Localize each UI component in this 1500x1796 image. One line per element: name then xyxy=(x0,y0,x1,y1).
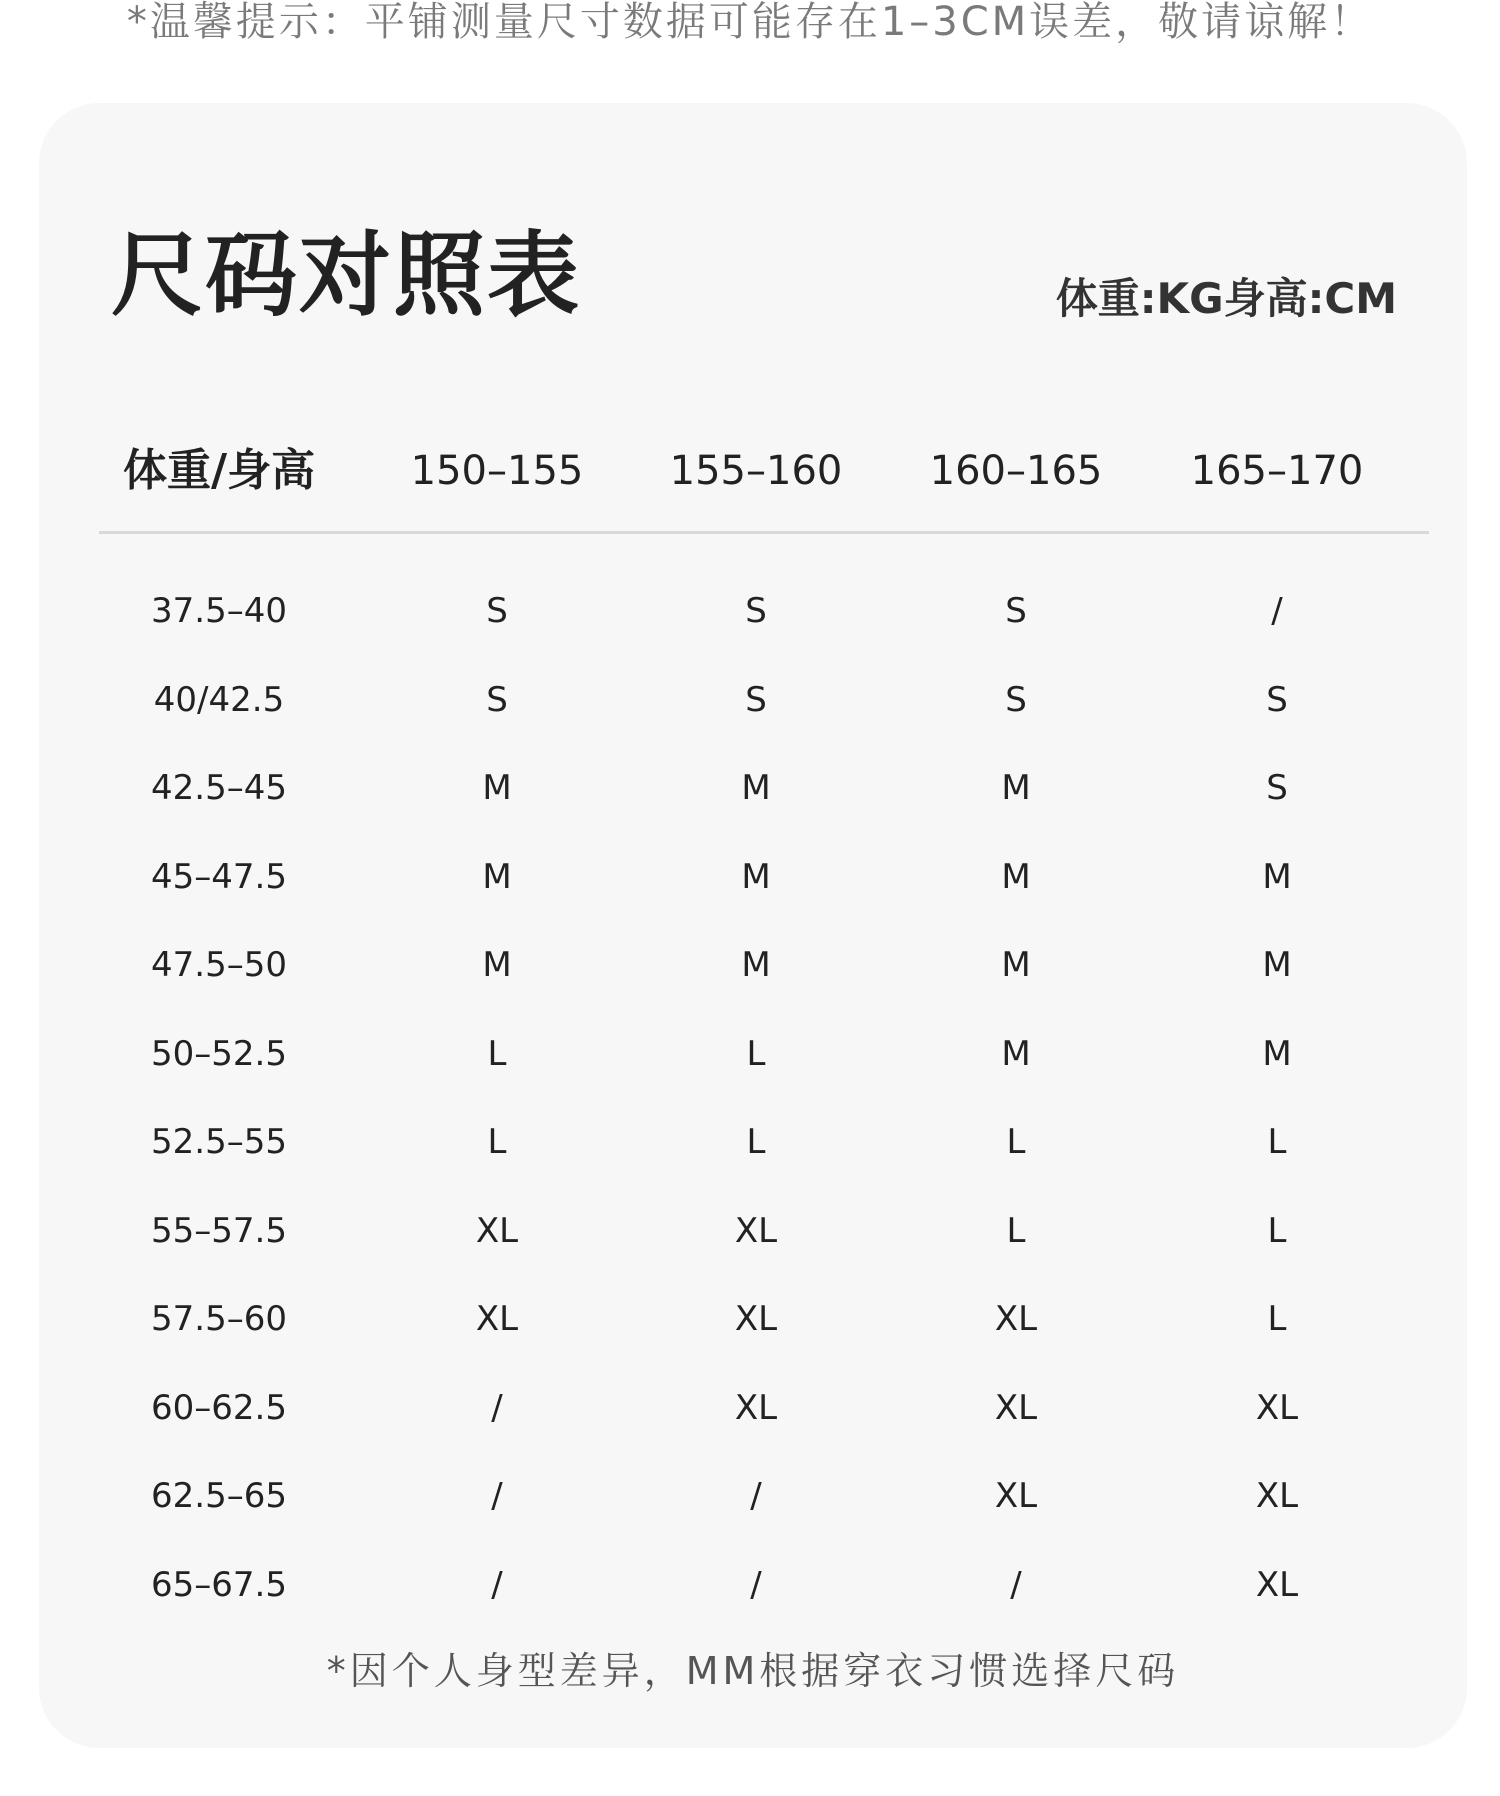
size-cell: XL xyxy=(994,1476,1038,1516)
header-divider xyxy=(99,531,1429,534)
size-chart-card xyxy=(39,103,1467,1748)
size-cell: M xyxy=(1001,945,1031,985)
size-cell: M xyxy=(741,768,771,808)
table-row xyxy=(39,1378,1467,1438)
row-weight-label: 57.5–60 xyxy=(151,1299,287,1339)
size-cell: XL xyxy=(994,1387,1038,1428)
size-cell: L xyxy=(1006,1122,1026,1162)
table-row xyxy=(39,581,1467,641)
size-cell: XL xyxy=(734,1387,778,1428)
size-cell: M xyxy=(1001,768,1031,808)
row-weight-label: 47.5–50 xyxy=(151,945,287,985)
table-row xyxy=(39,847,1467,907)
size-cell: L xyxy=(487,1033,507,1074)
size-cell: M xyxy=(741,856,771,897)
size-cell: S xyxy=(1266,768,1288,808)
row-weight-label: 60–62.5 xyxy=(151,1387,287,1428)
table-row xyxy=(39,758,1467,818)
size-cell: XL xyxy=(734,1210,778,1251)
header-col-160-165: 160–165 xyxy=(929,448,1103,494)
table-row xyxy=(39,1289,1467,1349)
row-weight-label: 55–57.5 xyxy=(151,1210,287,1251)
row-weight-label: 40/42.5 xyxy=(153,679,285,720)
row-weight-label: 45–47.5 xyxy=(151,856,287,897)
size-cell: S xyxy=(486,591,508,631)
size-cell: L xyxy=(1267,1299,1287,1339)
table-row xyxy=(39,935,1467,995)
size-cell: XL xyxy=(734,1299,778,1339)
size-cell: / xyxy=(1271,591,1283,631)
size-cell: L xyxy=(1267,1210,1287,1251)
table-header xyxy=(39,438,1467,504)
size-cell: M xyxy=(482,768,512,808)
header-col-165-170: 165–170 xyxy=(1190,448,1364,494)
size-cell: M xyxy=(482,856,512,897)
size-cell: S xyxy=(1005,679,1027,720)
size-cell: S xyxy=(1005,591,1027,631)
size-cell: XL xyxy=(475,1210,519,1251)
size-cell: L xyxy=(746,1122,766,1162)
size-cell: M xyxy=(741,945,771,985)
row-weight-label: 62.5–65 xyxy=(151,1476,287,1516)
size-cell: M xyxy=(1262,856,1292,897)
size-cell: / xyxy=(491,1387,503,1428)
top-notice: *温馨提示：平铺测量尺寸数据可能存在1–3CM误差，敬请谅解！ xyxy=(126,0,1374,45)
size-cell: S xyxy=(745,679,767,720)
size-cell: / xyxy=(1010,1564,1022,1605)
row-weight-label: 50–52.5 xyxy=(151,1033,287,1074)
row-weight-label: 52.5–55 xyxy=(151,1122,287,1162)
row-weight-label: 37.5–40 xyxy=(151,591,287,631)
size-cell: L xyxy=(487,1122,507,1162)
size-cell: XL xyxy=(475,1299,519,1339)
size-cell: / xyxy=(750,1476,762,1516)
table-row xyxy=(39,670,1467,730)
size-cell: M xyxy=(1001,856,1031,897)
size-cell: / xyxy=(750,1564,762,1605)
size-cell: S xyxy=(1266,679,1288,720)
row-weight-label: 42.5–45 xyxy=(151,768,287,808)
footer-note: *因个人身型差异，MM根据穿衣习惯选择尺码 xyxy=(326,1649,1180,1693)
size-cell: XL xyxy=(1255,1387,1299,1428)
unit-note: 体重:KG身高:CM xyxy=(1055,274,1397,323)
size-cell: L xyxy=(1006,1210,1026,1251)
size-cell: L xyxy=(1267,1122,1287,1162)
size-cell: M xyxy=(1262,945,1292,985)
table-row xyxy=(39,1112,1467,1172)
size-cell: / xyxy=(491,1476,503,1516)
size-cell: M xyxy=(1001,1033,1031,1074)
table-row xyxy=(39,1201,1467,1261)
size-cell: XL xyxy=(1255,1476,1299,1516)
size-cell: / xyxy=(491,1564,503,1605)
size-cell: XL xyxy=(1255,1564,1299,1605)
header-col-150-155: 150–155 xyxy=(410,448,584,494)
size-cell: XL xyxy=(994,1299,1038,1339)
table-row xyxy=(39,1466,1467,1526)
size-cell: S xyxy=(745,591,767,631)
table-row xyxy=(39,1555,1467,1615)
size-chart-title: 尺码对照表 xyxy=(111,222,582,329)
size-cell: M xyxy=(1262,1033,1292,1074)
table-row xyxy=(39,1024,1467,1084)
size-cell: S xyxy=(486,679,508,720)
header-corner-label: 体重/身高 xyxy=(123,445,316,496)
size-cell: M xyxy=(482,945,512,985)
row-weight-label: 65–67.5 xyxy=(151,1564,287,1605)
header-col-155-160: 155–160 xyxy=(669,448,843,494)
size-cell: L xyxy=(746,1033,766,1074)
